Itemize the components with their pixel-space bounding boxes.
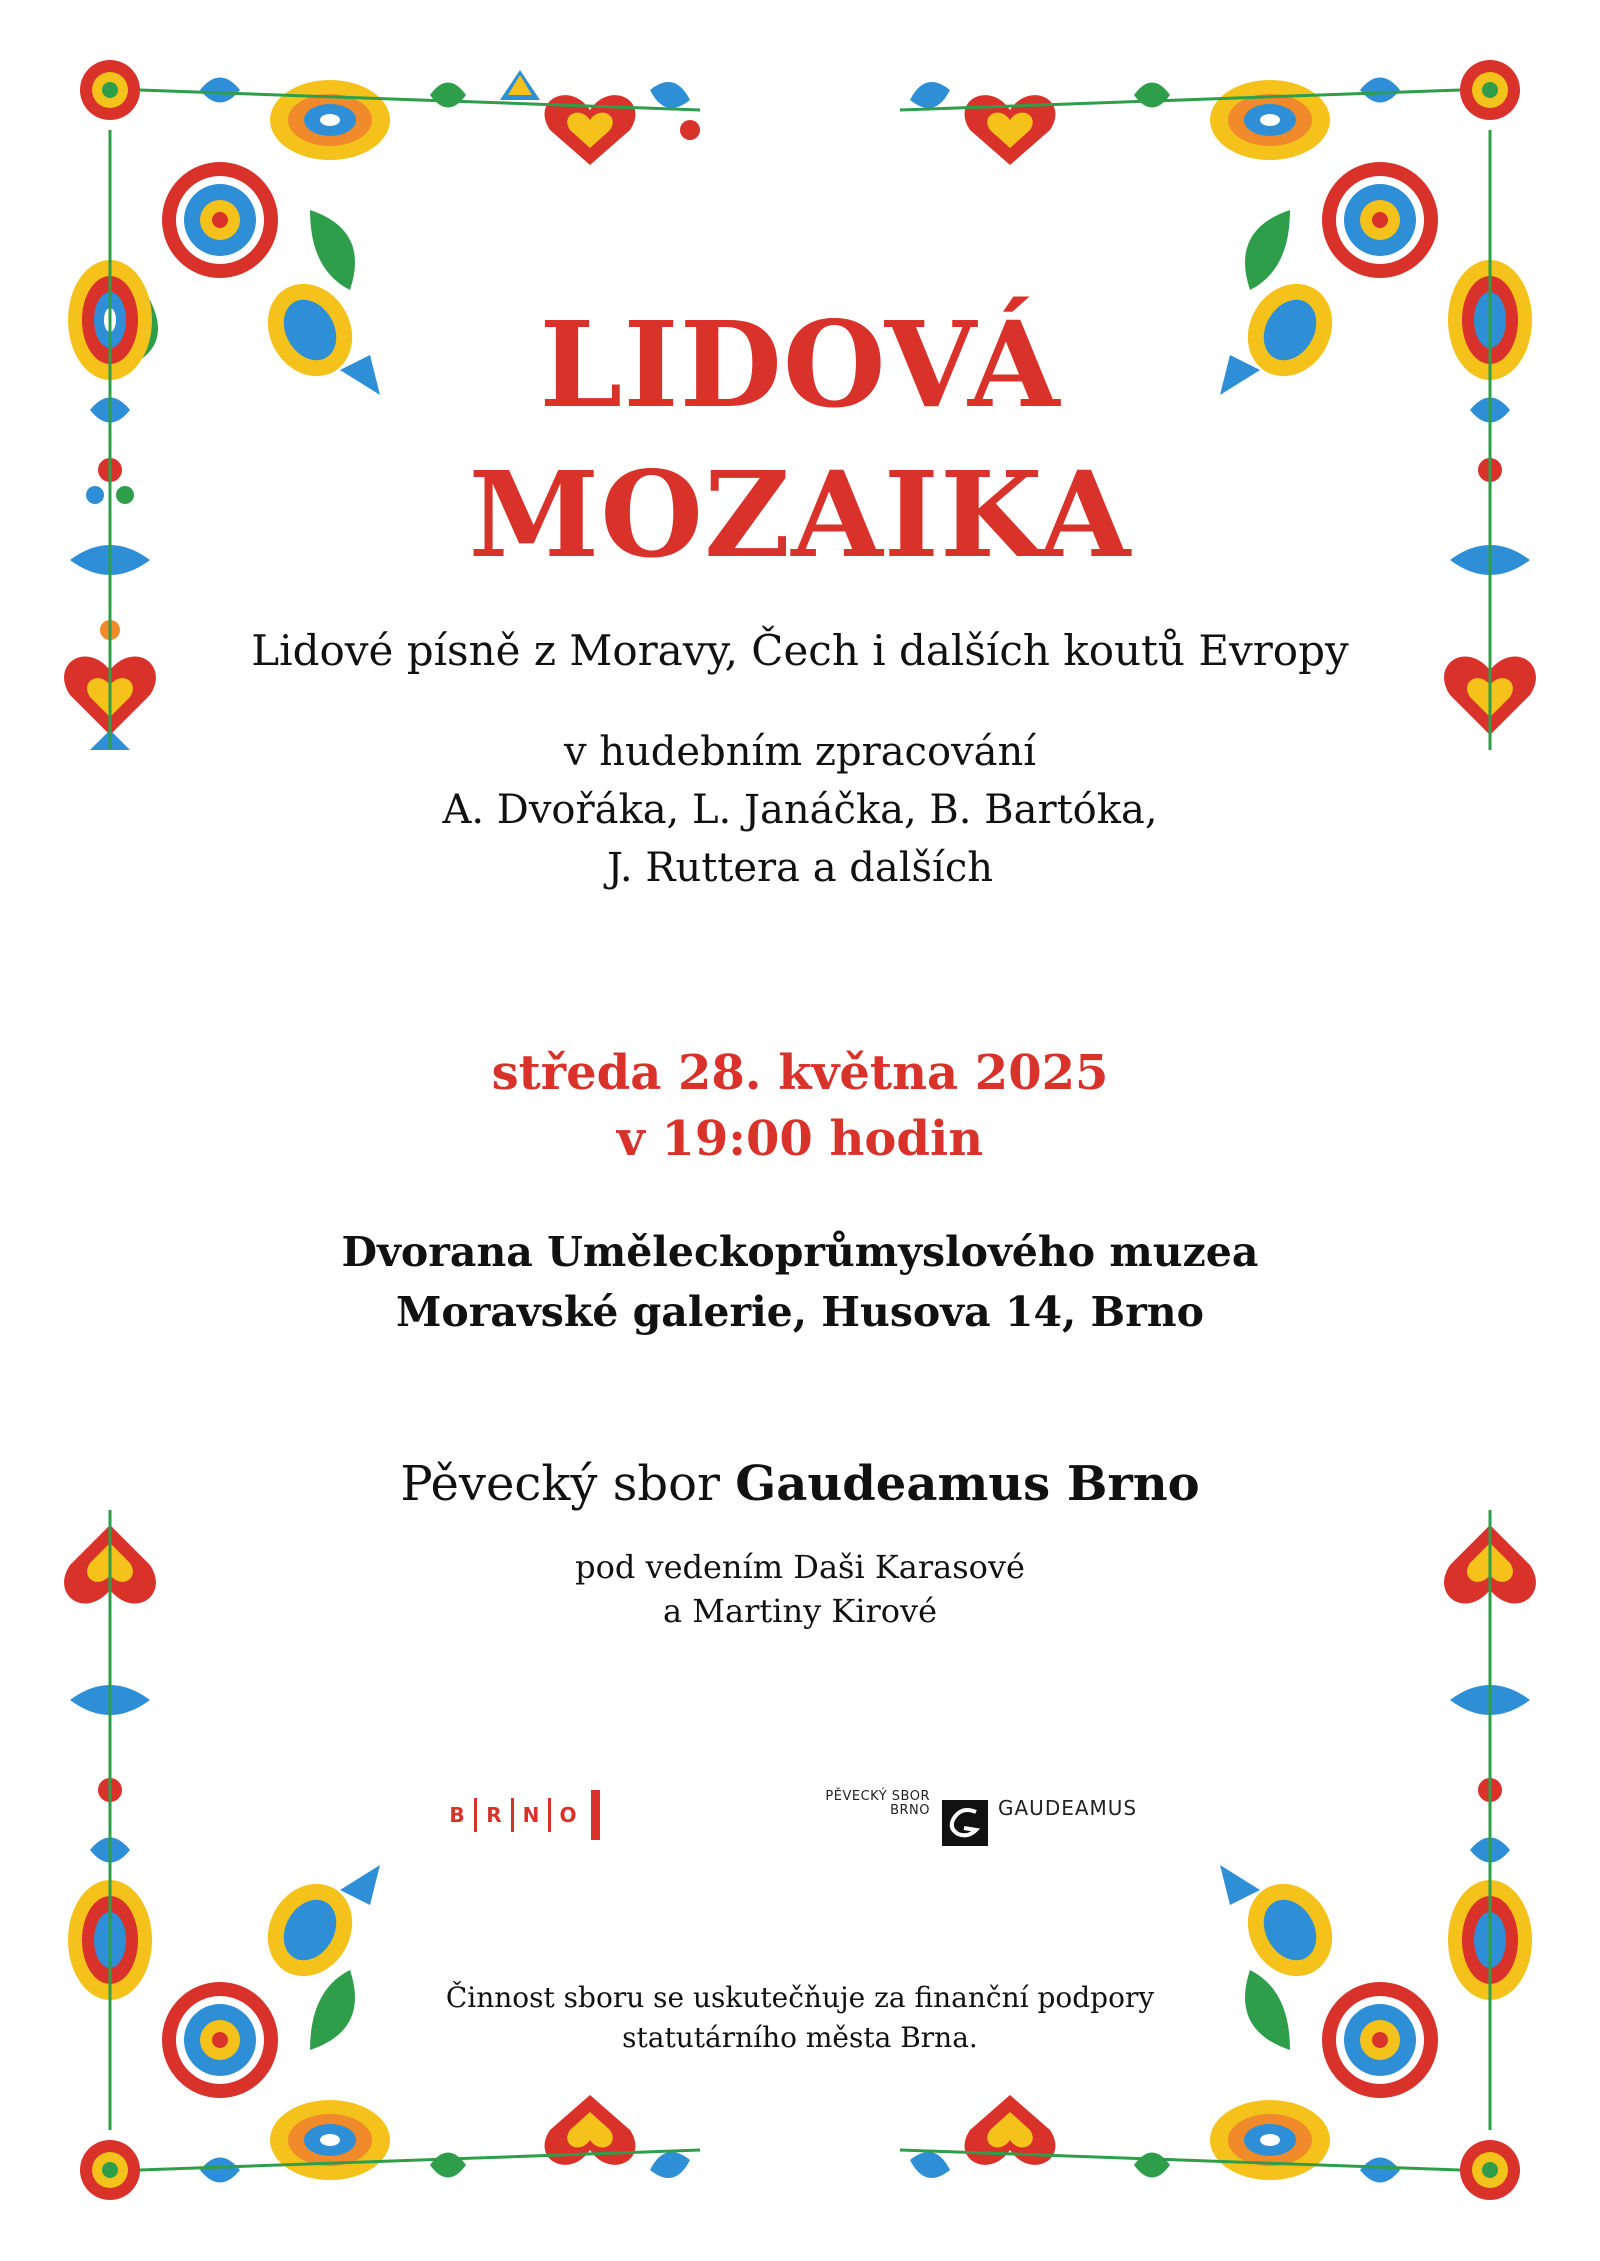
leaders-line-1: pod vedením Daši Karasové <box>575 1548 1025 1586</box>
flower-icon <box>162 162 278 278</box>
brno-logo-letter: B <box>449 1803 465 1827</box>
gaudeamus-caption-line-1: PĚVECKÝ SBOR <box>825 1789 930 1804</box>
title-line-2: MOZAIKA <box>468 445 1132 584</box>
support-line-2: statutárního města Brna. <box>622 2021 978 2054</box>
choir-line <box>0 1452 1600 1516</box>
brno-logo <box>440 1790 600 1840</box>
choir-name: Gaudeamus Brno <box>735 1456 1200 1512</box>
event-date: středa 28. května 2025 <box>491 1045 1109 1101</box>
gaudeamus-caption-line-2: BRNO <box>890 1803 930 1818</box>
brno-logo-bar <box>591 1790 600 1840</box>
choir-prefix: Pěvecký sbor <box>400 1456 720 1512</box>
brno-logo-letter: O <box>559 1803 577 1827</box>
gaudeamus-logo-caption <box>790 1790 930 1818</box>
title-line-1: LIDOVÁ <box>539 295 1061 434</box>
gaudeamus-logo-name: GAUDEAMUS <box>998 1796 1138 1820</box>
venue-line-1: Dvorana Uměleckoprůmyslového muzea <box>341 1228 1259 1276</box>
brno-logo-letter: R <box>486 1803 502 1827</box>
event-time: v 19:00 hodin <box>616 1111 984 1167</box>
gaudeamus-mark-icon <box>942 1800 988 1846</box>
arrangement-line-2: A. Dvořáka, L. Janáčka, B. Bartóka, <box>442 787 1158 833</box>
brno-logo-letter: N <box>522 1803 540 1827</box>
leaders-line-2: a Martiny Kirové <box>662 1592 938 1630</box>
flower-icon <box>270 80 390 160</box>
subtitle: Lidové písně z Moravy, Čech i dalších koutů Evropy <box>251 626 1349 675</box>
venue-line-2: Moravské galerie, Husova 14, Brno <box>396 1288 1204 1336</box>
support-line-1: Činnost sboru se uskutečňuje za finanční podpory <box>445 1981 1155 2014</box>
arrangement-line-3: J. Ruttera a dalších <box>606 845 994 891</box>
arrangement-line-1: v hudebním zpracování <box>563 729 1037 775</box>
flower-icon <box>80 60 140 120</box>
